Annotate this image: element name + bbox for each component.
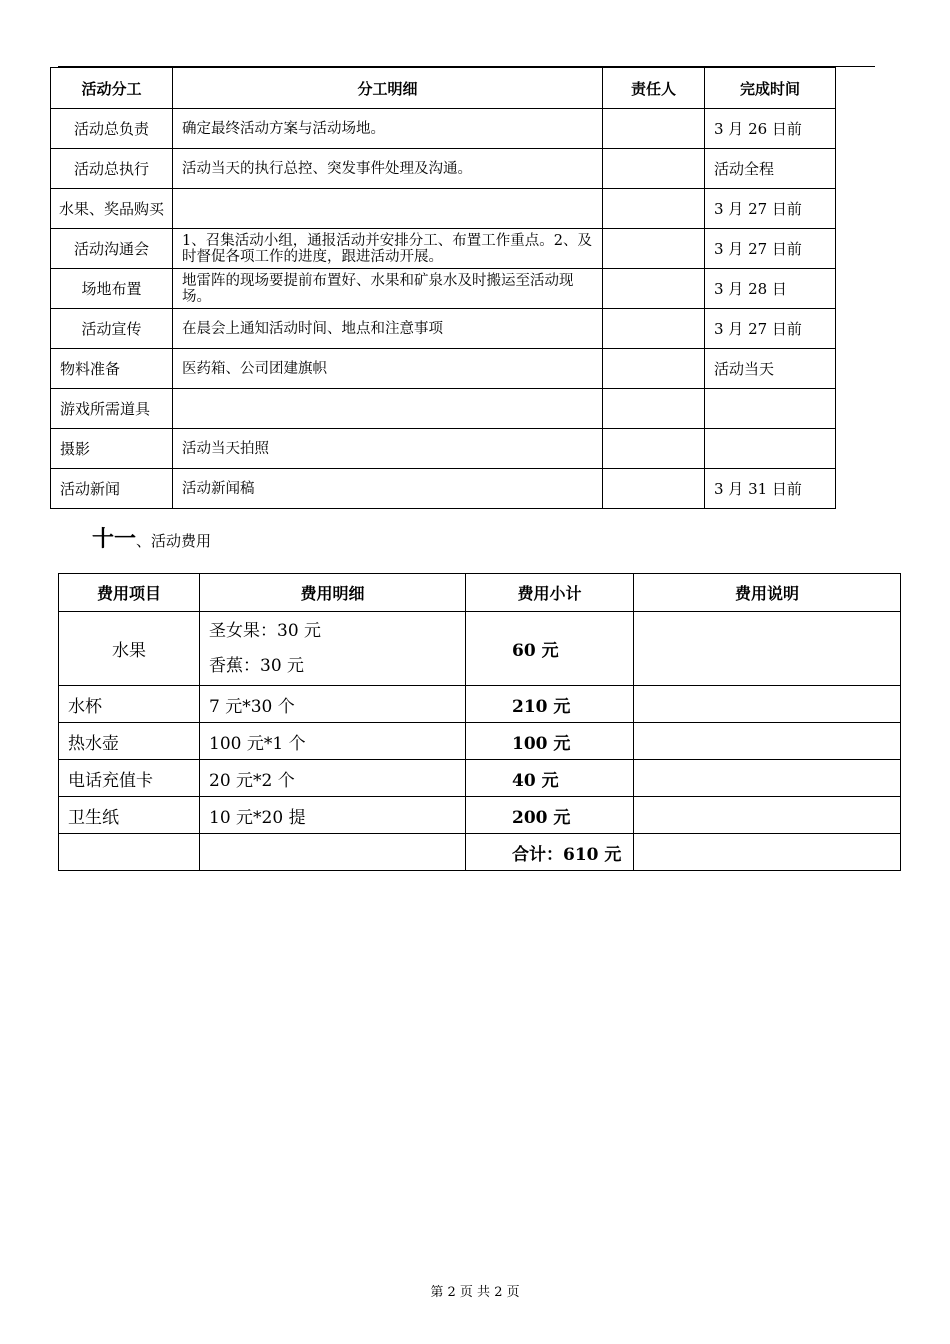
detail-line: 圣女果：30 元	[209, 620, 322, 641]
note-cell	[634, 760, 901, 797]
detail-cell: 活动当天的执行总控、突发事件处理及沟通。	[173, 149, 603, 189]
table-row	[59, 723, 901, 760]
note-cell	[634, 686, 901, 723]
time-cell: 活动全程	[705, 149, 836, 189]
time-cell: 3 月 26 日前	[705, 109, 836, 149]
section-heading	[92, 522, 211, 553]
detail-cell: 100 元*1 个	[200, 723, 466, 760]
table-row	[51, 309, 836, 349]
header-cell: 费用说明	[634, 574, 901, 612]
item-cell: 热水壶	[59, 723, 200, 760]
item-cell: 卫生纸	[59, 797, 200, 834]
table-row	[51, 349, 836, 389]
time-cell	[705, 429, 836, 469]
detail-cell: 医药箱、公司团建旗帜	[173, 349, 603, 389]
header-cell: 费用项目	[59, 574, 200, 612]
time-cell: 3 月 27 日前	[705, 309, 836, 349]
section-title: 、活动费用	[136, 532, 212, 550]
header-cell: 完成时间	[705, 68, 836, 109]
role-cell: 游戏所需道具	[51, 389, 173, 429]
detail-cell: 7 元*30 个	[200, 686, 466, 723]
header-cell: 费用小计	[466, 574, 634, 612]
cost-table	[58, 573, 901, 871]
time-cell: 3 月 28 日	[705, 269, 836, 309]
person-cell	[603, 309, 705, 349]
subtotal-cell: 40 元	[466, 760, 634, 797]
time-cell: 3 月 27 日前	[705, 189, 836, 229]
table-row	[51, 149, 836, 189]
person-cell	[603, 389, 705, 429]
page-footer: 第 2 页 共 2 页	[430, 1285, 520, 1300]
detail-cell: 活动当天拍照	[173, 429, 603, 469]
subtotal-cell: 200 元	[466, 797, 634, 834]
table-row	[51, 109, 836, 149]
subtotal-cell: 100 元	[466, 723, 634, 760]
person-cell	[603, 229, 705, 269]
total-row	[59, 834, 901, 871]
table-row	[59, 686, 901, 723]
table-row	[51, 189, 836, 229]
role-cell: 活动沟通会	[51, 229, 173, 269]
detail-cell: 10 元*20 提	[200, 797, 466, 834]
detail-cell	[200, 612, 466, 686]
item-cell: 水果	[59, 612, 200, 686]
person-cell	[603, 189, 705, 229]
role-cell: 场地布置	[51, 269, 173, 309]
table-header-row	[51, 68, 836, 109]
role-cell: 活动宣传	[51, 309, 173, 349]
table-row	[51, 469, 836, 509]
header-cell: 费用明细	[200, 574, 466, 612]
detail-cell	[173, 189, 603, 229]
detail-cell: 地雷阵的现场要提前布置好、水果和矿泉水及时搬运至活动现场。	[173, 269, 603, 309]
header-cell: 责任人	[603, 68, 705, 109]
role-cell: 物料准备	[51, 349, 173, 389]
time-cell: 3 月 27 日前	[705, 229, 836, 269]
detail-cell: 确定最终活动方案与活动场地。	[173, 109, 603, 149]
role-cell: 摄影	[51, 429, 173, 469]
table-row	[51, 229, 836, 269]
note-cell	[634, 612, 901, 686]
detail-line: 香蕉：30 元	[209, 655, 305, 676]
item-cell: 电话充值卡	[59, 760, 200, 797]
empty-cell	[200, 834, 466, 871]
person-cell	[603, 109, 705, 149]
person-cell	[603, 349, 705, 389]
detail-cell: 在晨会上通知活动时间、地点和注意事项	[173, 309, 603, 349]
table-row	[59, 612, 901, 686]
table-row	[51, 389, 836, 429]
detail-cell: 1、召集活动小组，通报活动并安排分工、布置工作重点。2、及时督促各项工作的进度，跟进活动开展。	[173, 229, 603, 269]
person-cell	[603, 269, 705, 309]
detail-cell: 活动新闻稿	[173, 469, 603, 509]
header-cell: 活动分工	[51, 68, 173, 109]
section-number: 十一	[92, 527, 137, 552]
detail-cell: 20 元*2 个	[200, 760, 466, 797]
person-cell	[603, 149, 705, 189]
person-cell	[603, 429, 705, 469]
empty-cell	[59, 834, 200, 871]
table-row	[59, 797, 901, 834]
total-cell: 合计：610 元	[466, 834, 634, 871]
note-cell	[634, 797, 901, 834]
table-row	[51, 269, 836, 309]
empty-cell	[634, 834, 901, 871]
role-cell: 水果、奖品购买	[51, 189, 173, 229]
table-row	[59, 760, 901, 797]
table-header-row	[59, 574, 901, 612]
detail-cell	[173, 389, 603, 429]
note-cell	[634, 723, 901, 760]
subtotal-cell: 210 元	[466, 686, 634, 723]
item-cell: 水杯	[59, 686, 200, 723]
role-cell: 活动总负责	[51, 109, 173, 149]
header-cell: 分工明细	[173, 68, 603, 109]
time-cell: 3 月 31 日前	[705, 469, 836, 509]
role-cell: 活动新闻	[51, 469, 173, 509]
role-cell: 活动总执行	[51, 149, 173, 189]
person-cell	[603, 469, 705, 509]
table-row	[51, 429, 836, 469]
subtotal-cell: 60 元	[466, 612, 634, 686]
task-assignment-table	[50, 67, 836, 509]
time-cell	[705, 389, 836, 429]
time-cell: 活动当天	[705, 349, 836, 389]
